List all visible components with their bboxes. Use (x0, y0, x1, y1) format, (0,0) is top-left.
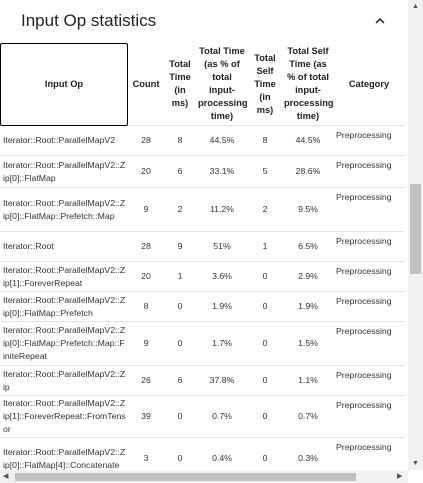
self-time-pct-cell: 28.6% (282, 156, 334, 188)
vertical-scrollbar[interactable] (408, 0, 423, 470)
arrow-right-icon[interactable]: ▶ (397, 473, 403, 480)
category-cell: Preprocessing (334, 126, 404, 156)
table-row (0, 396, 404, 438)
self-time-cell: 0 (248, 292, 282, 322)
total-time-cell: 0 (164, 438, 196, 471)
count-cell: 28 (128, 126, 164, 156)
input-op-table (0, 43, 404, 470)
column-header-self-time-pct[interactable]: Total Self Time (as % of total input-processing time) (282, 43, 334, 126)
category-cell: Preprocessing (334, 156, 404, 188)
total-time-pct-cell: 51% (196, 232, 248, 262)
count-cell: 28 (128, 232, 164, 262)
table-row (0, 232, 404, 262)
column-header-category[interactable]: Category (334, 43, 404, 126)
total-time-pct-cell: 33.1% (196, 156, 248, 188)
total-time-pct-cell: 1.7% (196, 322, 248, 366)
self-time-cell: 0 (248, 262, 282, 292)
chevron-up-icon (374, 15, 386, 27)
total-time-pct-cell: 44.5% (196, 126, 248, 156)
total-time-pct-cell: 3.6% (196, 262, 248, 292)
self-time-pct-cell: 2.9% (282, 262, 334, 292)
total-time-cell: 6 (164, 156, 196, 188)
count-cell: 9 (128, 322, 164, 366)
column-header-total-time[interactable]: Total Time (in ms) (164, 43, 196, 126)
table-row (0, 366, 404, 396)
arrow-down-icon[interactable]: ▼ (412, 460, 419, 467)
horizontal-scroll-thumb[interactable] (15, 473, 356, 481)
self-time-cell: 1 (248, 232, 282, 262)
self-time-cell: 8 (248, 126, 282, 156)
self-time-pct-cell: 44.5% (282, 126, 334, 156)
count-cell: 39 (128, 396, 164, 438)
total-time-cell: 1 (164, 262, 196, 292)
table-row (0, 322, 404, 366)
count-cell: 3 (128, 438, 164, 471)
input-op-cell: Iterator::Root::ParallelMapV2 (0, 126, 128, 156)
self-time-pct-cell: 6.5% (282, 232, 334, 262)
count-cell: 8 (128, 292, 164, 322)
total-time-pct-cell: 0.4% (196, 438, 248, 471)
self-time-pct-cell: 1.9% (282, 292, 334, 322)
total-time-cell: 0 (164, 396, 196, 438)
input-op-cell: Iterator::Root::ParallelMapV2::Zip[0]::FlatMap::Prefetch::Map::FiniteRepeat (0, 322, 128, 366)
self-time-pct-cell: 9.5% (282, 188, 334, 232)
column-header-input-op[interactable]: Input Op (0, 43, 128, 126)
self-time-cell: 2 (248, 188, 282, 232)
table-header-row (0, 43, 404, 126)
self-time-pct-cell: 0.7% (282, 396, 334, 438)
count-cell: 26 (128, 366, 164, 396)
input-op-cell: Iterator::Root::ParallelMapV2::Zip[0]::FlatMap[4]::Concatenate (0, 438, 128, 471)
self-time-cell: 5 (248, 156, 282, 188)
total-time-pct-cell: 37.8% (196, 366, 248, 396)
self-time-pct-cell: 1.5% (282, 322, 334, 366)
input-op-cell: Iterator::Root::ParallelMapV2::Zip[1]::ForeverRepeat (0, 262, 128, 292)
total-time-cell: 0 (164, 292, 196, 322)
table-row (0, 156, 404, 188)
column-header-self-time[interactable]: Total Self Time (in ms) (248, 43, 282, 126)
total-time-cell: 0 (164, 322, 196, 366)
panel-title: Input Op statistics (21, 11, 157, 30)
column-header-count[interactable]: Count (128, 43, 164, 126)
table-row (0, 262, 404, 292)
category-cell: Preprocessing (334, 366, 404, 396)
category-cell: Preprocessing (334, 292, 404, 322)
input-op-cell: Iterator::Root (0, 232, 128, 262)
input-op-cell: Iterator::Root::ParallelMapV2::Zip[0]::FlatMap::Prefetch (0, 292, 128, 322)
total-time-cell: 8 (164, 126, 196, 156)
total-time-pct-cell: 0.7% (196, 396, 248, 438)
table-row (0, 126, 404, 156)
self-time-cell: 0 (248, 438, 282, 471)
count-cell: 20 (128, 156, 164, 188)
self-time-cell: 0 (248, 366, 282, 396)
self-time-pct-cell: 0.3% (282, 438, 334, 471)
total-time-cell: 9 (164, 232, 196, 262)
category-cell: Preprocessing (334, 438, 404, 471)
horizontal-scrollbar[interactable] (0, 470, 408, 483)
category-cell: Preprocessing (334, 262, 404, 292)
input-op-cell: Iterator::Root::ParallelMapV2::Zip[1]::ForeverRepeat::FromTensor (0, 396, 128, 438)
table-row (0, 292, 404, 322)
total-time-cell: 6 (164, 366, 196, 396)
category-cell: Preprocessing (334, 188, 404, 232)
total-time-cell: 2 (164, 188, 196, 232)
total-time-pct-cell: 11.2% (196, 188, 248, 232)
category-cell: Preprocessing (334, 322, 404, 366)
panel-header[interactable] (0, 0, 408, 42)
count-cell: 20 (128, 262, 164, 292)
table-row (0, 188, 404, 232)
input-op-cell: Iterator::Root::ParallelMapV2::Zip[0]::FlatMap::Prefetch::Map (0, 188, 128, 232)
input-op-cell: Iterator::Root::ParallelMapV2::Zip[0]::FlatMap (0, 156, 128, 188)
column-header-total-time-pct[interactable]: Total Time (as % of total input-processing time) (196, 43, 248, 126)
category-cell: Preprocessing (334, 396, 404, 438)
arrow-left-icon[interactable]: ◀ (3, 473, 9, 480)
category-cell: Preprocessing (334, 232, 404, 262)
self-time-cell: 0 (248, 396, 282, 438)
collapse-button[interactable] (368, 9, 392, 33)
input-op-cell: Iterator::Root::ParallelMapV2::Zip (0, 366, 128, 396)
vertical-scroll-thumb[interactable] (410, 184, 421, 274)
self-time-cell: 0 (248, 322, 282, 366)
table-row (0, 438, 404, 471)
arrow-up-icon[interactable]: ▲ (412, 3, 419, 10)
self-time-pct-cell: 1.1% (282, 366, 334, 396)
total-time-pct-cell: 1.9% (196, 292, 248, 322)
count-cell: 9 (128, 188, 164, 232)
